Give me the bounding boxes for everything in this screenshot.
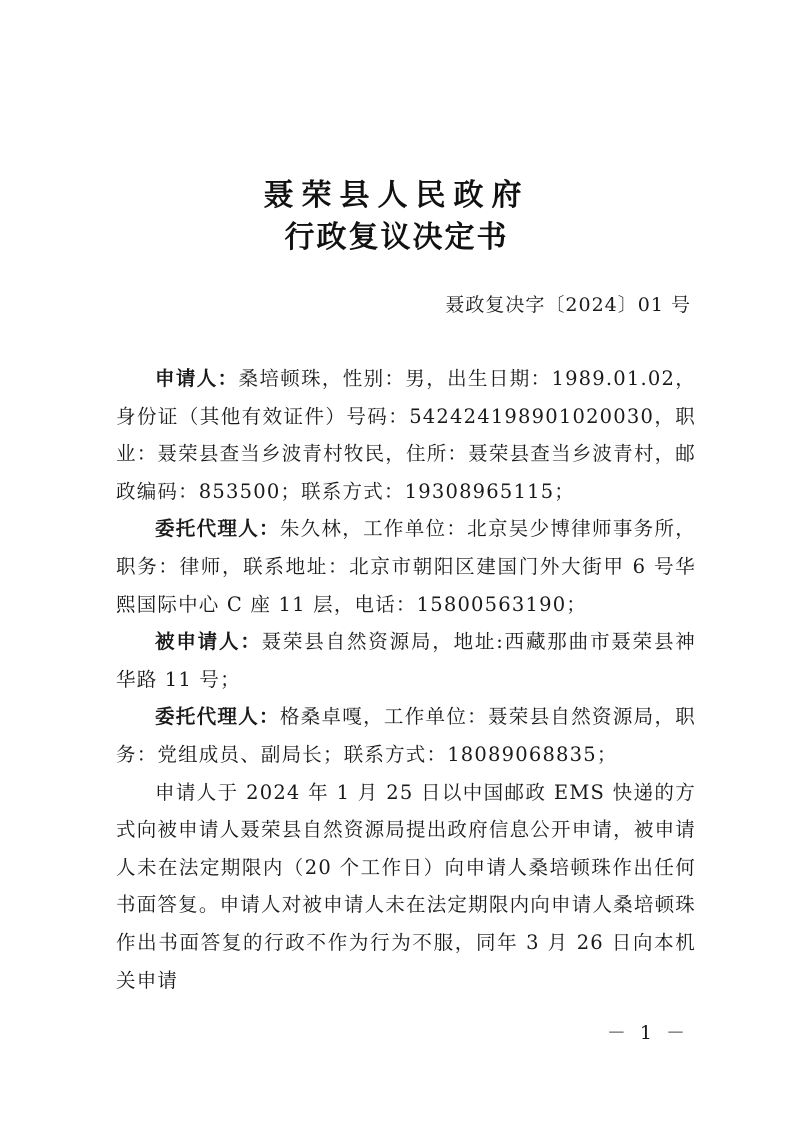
respondent-text: 聂荣县自然资源局，地址:西藏那曲市聂荣县神华路 11 号； xyxy=(116,630,696,691)
document-number: 聂政复决字〔2024〕01 号 xyxy=(445,294,691,316)
respondent-agent-label: 委托代理人： xyxy=(155,705,280,729)
applicant-agent-text: 朱久林，工作单位：北京吴少博律师事务所，职务：律师，联系地址：北京市朝阳区建国门外大街甲 6 号华熙国际中心 C 座 11 层，电话：15800563190； xyxy=(116,517,696,616)
document-body xyxy=(116,360,696,999)
applicant-agent-paragraph xyxy=(116,510,696,623)
respondent-label: 被申请人： xyxy=(155,630,262,654)
respondent-agent-paragraph xyxy=(116,698,696,773)
applicant-text: 桑培顿珠，性别：男，出生日期：1989.01.02，身份证（其他有效证件）号码：542424198901020030，职业：聂荣县查当乡波青村牧民，住所：聂荣县查当乡波青村，邮政编码：853500；联系方式：19308965115； xyxy=(116,367,696,503)
applicant-agent-label: 委托代理人： xyxy=(155,517,280,541)
respondent-agent-text: 格桑卓嘎，工作单位：聂荣县自然资源局，职务：党组成员、副局长；联系方式：18089068835； xyxy=(116,705,696,766)
narrative-paragraph: 申请人于 2024 年 1 月 25 日以中国邮政 EMS 快递的方式向被申请人聂荣县自然资源局提出政府信息公开申请，被申请人未在法定期限内（20 个工作日）向申请人桑培顿珠作出任何书面答复。申请人对被申请人未在法定期限内向申请人桑培顿珠作出书面答复的行政不作为行为不服，同年 3 月 26 日向本机关申请 xyxy=(116,780,696,992)
issuer-title: 聂荣县人民政府 xyxy=(263,178,530,213)
document-title: 行政复议决定书 xyxy=(284,220,509,255)
page-number: － 1 － xyxy=(606,1022,689,1044)
applicant-paragraph xyxy=(116,360,696,510)
applicant-label: 申请人： xyxy=(155,367,239,390)
respondent-paragraph xyxy=(116,623,696,698)
